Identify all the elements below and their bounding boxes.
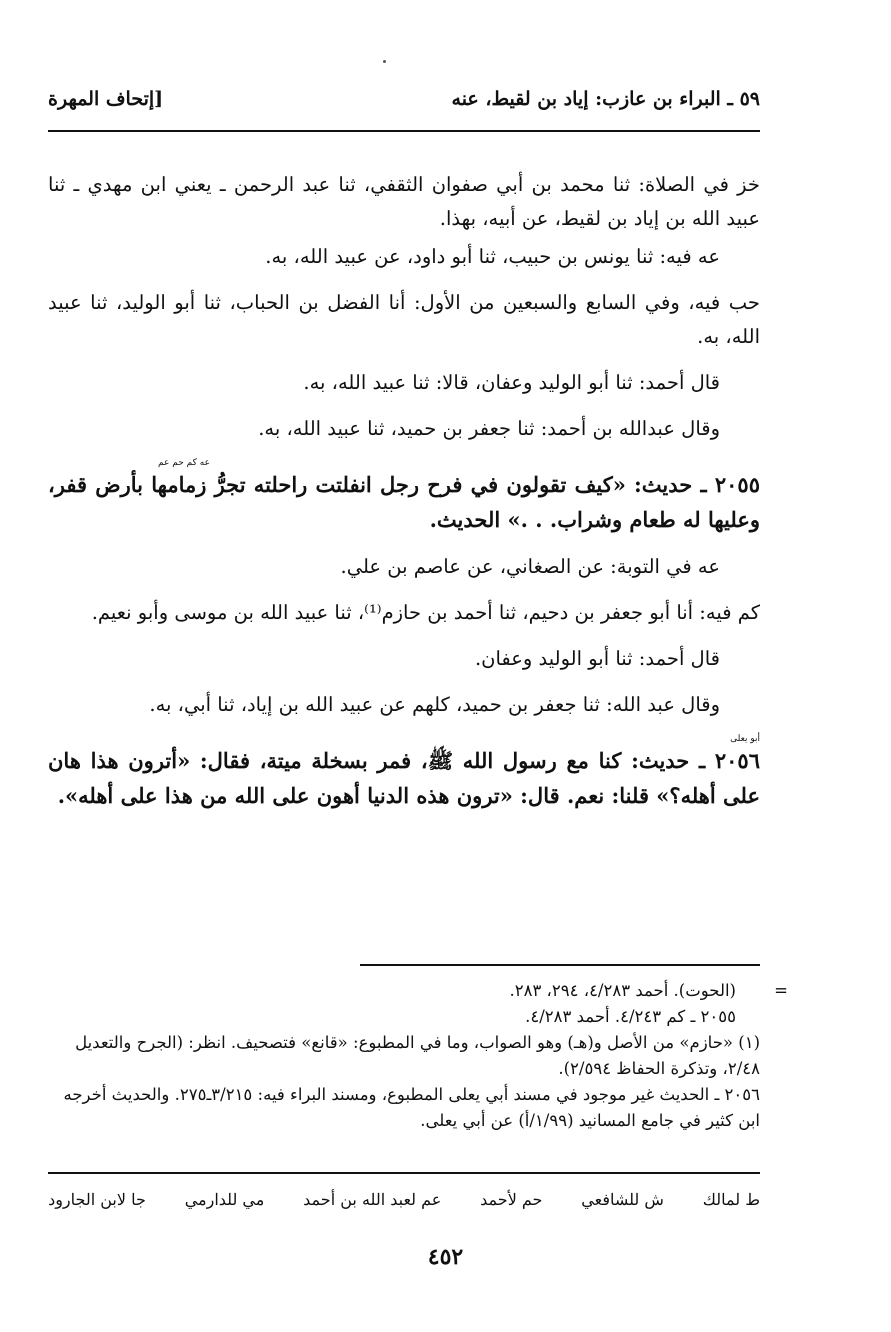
hadith-2056 [48,734,760,814]
abbr-item: عم لعبد الله بن أحمد [303,1190,442,1209]
abbr-item: مي للدارمي [184,1190,265,1209]
hadith-2055 [48,458,760,538]
abbr-item: حم لأحمد [480,1190,543,1209]
header-chapter-title: ٥٩ ـ البراء بن عازب: إياد بن لقيط، عنه [451,88,760,110]
footnote-0-text: (الحوت). أحمد ٤/٢٨٣، ٢٩٤، ٢٨٣. [509,981,736,1000]
scan-speck [383,60,386,63]
abbr-item: ط لمالك [702,1190,760,1209]
footnote-2056: ٢٠٥٦ ـ الحديث غير موجود في مسند أبي يعلى المطبوع، ومسند البراء فيه: ٣/٢١٥ـ٢٧٥. والحديث أخرجه ابن كثير في جامع المسانيد (١/٩٩/أ) عن أبي يعلى. [63,1085,760,1130]
paragraph-abdullah-2: وقال عبد الله: ثنا جعفر بن حميد، كلهم عن عبيد الله بن إياد، ثنا أبي، به. [149,693,720,716]
paragraph-ahmad-2: قال أحمد: ثنا أبو الوليد وعفان. [474,647,720,670]
abbr-item: ش للشافعي [581,1190,664,1209]
paragraph-kum: كم فيه: أنا أبو جعفر بن دحيم، ثنا أحمد بن حازم⁽¹⁾، ثنا عبيد الله بن موسى وأبو نعيم. [91,601,760,624]
hadith-2055-sources: عه كم حم عم [158,458,210,468]
main-text [48,168,760,826]
header-book-title: [إتحاف المهرة [48,88,164,110]
paragraph-khuz: خز في الصلاة: ثنا محمد بن أبي صفوان الثقفي، ثنا عبد الرحمن ـ يعني ابن مهدي ـ ثنا عبيد الله بن إياد بن لقيط، عن أبيه، بهذا. [48,173,760,230]
abbr-item: جا لابن الجارود [48,1190,146,1209]
hadith-2056-sources: أبو يعلى [730,734,760,744]
paragraph-ah: عه فيه: ثنا يونس بن حبيب، ثنا أبو داود، عن عبيد الله، به. [265,245,720,268]
continuation-mark: = [774,981,788,1000]
footnote-continued [48,978,788,1004]
paragraph-tawba: عه في التوبة: عن الصغاني، عن عاصم بن علي. [340,555,720,578]
running-header [48,86,760,120]
abbreviations-divider [48,1172,760,1174]
hadith-2055-text: ٢٠٥٥ ـ حديث: «كيف تقولون في فرح رجل انفلتت راحلته تجرُّ زمامها بأرض قفر، وعليها له طعام وشراب. . .» الحديث. [48,472,760,532]
page-number: ٤٥٢ [427,1244,464,1270]
paragraph-hib: حب فيه، وفي السابع والسبعين من الأول: أنا الفضل بن الحباب، ثنا أبو الوليد، ثنا عبيد الله، به. [48,291,760,348]
abbreviations-key [48,1190,760,1209]
hadith-2056-text: ٢٠٥٦ ـ حديث: كنا مع رسول الله ﷺ، فمر بسخلة ميتة، فقال: «أترون هذا هان على أهله؟» قلنا: نعم. قال: «ترون هذه الدنيا أهون على الله من هذا على أهله». [48,748,760,808]
footnote-divider [360,964,760,966]
footnote-2055: ٢٠٥٥ ـ كم ٤/٢٤٣. أحمد ٤/٢٨٣. [525,1007,736,1026]
header-divider [48,130,760,132]
footnote-1: (١) «حازم» من الأصل و(هـ) وهو الصواب، وما في المطبوع: «قانع» فتصحيف. انظر: (الجرح والتعديل ٢/٤٨، وتذكرة الحفاظ ٢/٥٩٤). [75,1033,760,1078]
paragraph-abdullah: وقال عبدالله بن أحمد: ثنا جعفر بن حميد، ثنا عبيد الله، به. [258,417,720,440]
paragraph-ahmad: قال أحمد: ثنا أبو الوليد وعفان، قالا: ثنا عبيد الله، به. [303,371,720,394]
footnotes [48,978,788,1134]
